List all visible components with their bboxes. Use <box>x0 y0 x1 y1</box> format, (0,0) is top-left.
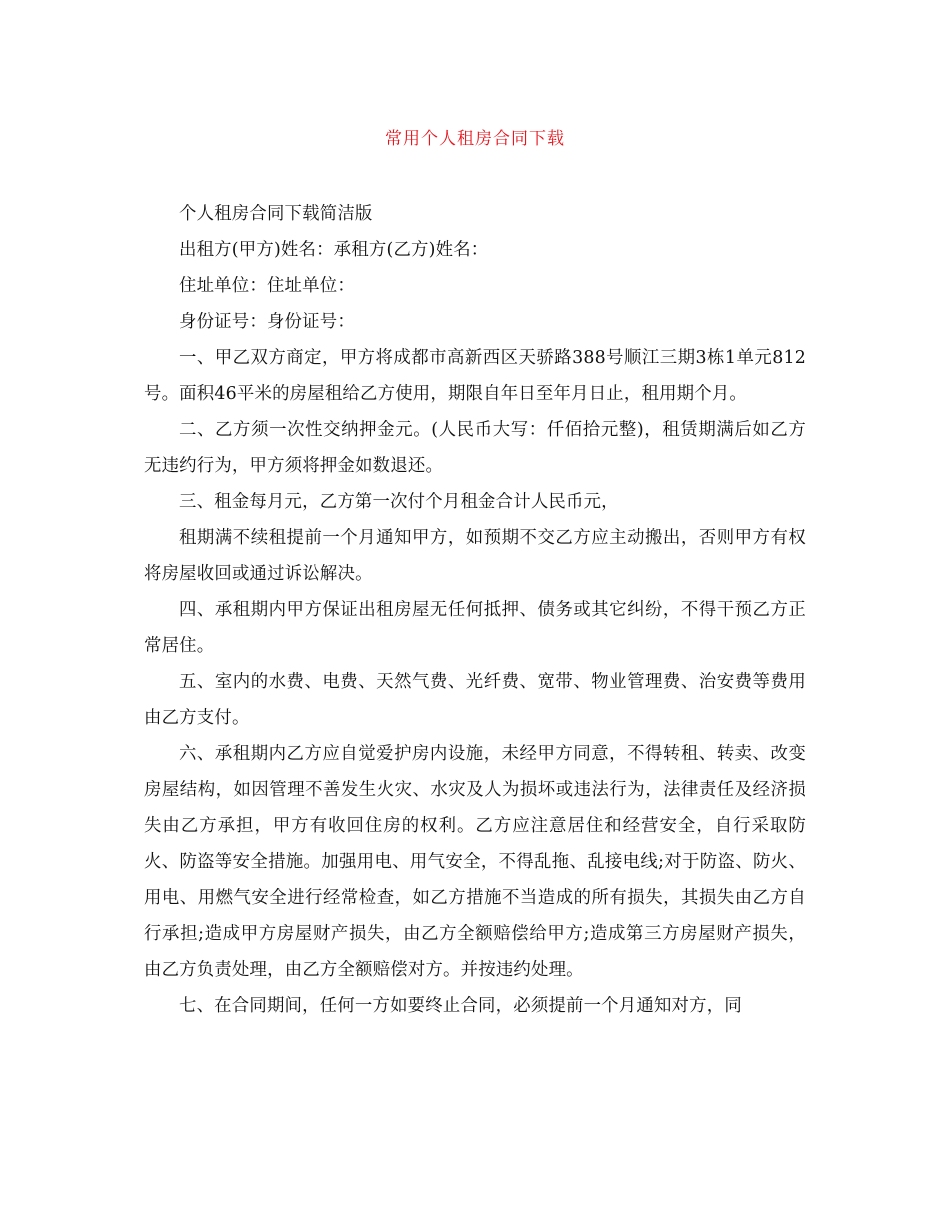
paragraph-clause-1: 一、甲乙双方商定，甲方将成都市高新西区天骄路388号顺江三期3栋1单元812号。面积46平米的房屋租给乙方使用，期限自年日至年月日止，租用期个月。 <box>144 348 806 404</box>
paragraph-clause-5: 五、室内的水费、电费、天然气费、光纤费、宽带、物业管理费、治安费等费用由乙方支付。 <box>144 672 806 728</box>
paragraph-id-number: 身份证号：身份证号： <box>179 312 355 332</box>
document-body <box>144 196 806 1024</box>
paragraph-names: 出租方(甲方)姓名：承租方(乙方)姓名： <box>179 240 489 260</box>
paragraph-clause-4: 四、承租期内甲方保证出租房屋无任何抵押、债务或其它纠纷，不得干预乙方正常居住。 <box>144 600 806 656</box>
paragraph-clause-3: 三、租金每月元，乙方第一次付个月租金合计人民币元， <box>179 492 619 512</box>
paragraph-subtitle: 个人租房合同下载简洁版 <box>179 204 373 224</box>
paragraph-address: 住址单位：住址单位： <box>179 276 355 296</box>
paragraph-clause-6: 六、承租期内乙方应自觉爱护房内设施，未经甲方同意，不得转租、转卖、改变房屋结构，如因管理不善发生火灾、水灾及人为损坏或违法行为，法律责任及经济损失由乙方承担，甲方有收回住房的权利。乙方应注意居住和经营安全，自行采取防火、防盗等安全措施。加强用电、用气安全，不得乱拖、乱接电线;对于防盗、防火、用电、用燃气安全进行经常检查，如乙方措施不当造成的所有损失，其损失由乙方自行承担;造成甲方房屋财产损失，由乙方全额赔偿给甲方;造成第三方房屋财产损失，由乙方负责处理，由乙方全额赔偿对方。并按违约处理。 <box>144 744 806 980</box>
paragraph-clause-7: 七、在合同期间，任何一方如要终止合同，必须提前一个月通知对方，同 <box>179 996 742 1016</box>
paragraph-clause-2: 二、乙方须一次性交纳押金元。(人民币大写：仟佰拾元整)，租赁期满后如乙方无违约行为，甲方须将押金如数退还。 <box>144 420 806 476</box>
document-title: 常用个人租房合同下载 <box>385 129 565 149</box>
paragraph-clause-3-continued: 租期满不续租提前一个月通知甲方，如预期不交乙方应主动搬出，否则甲方有权将房屋收回或通过诉讼解决。 <box>144 528 806 584</box>
